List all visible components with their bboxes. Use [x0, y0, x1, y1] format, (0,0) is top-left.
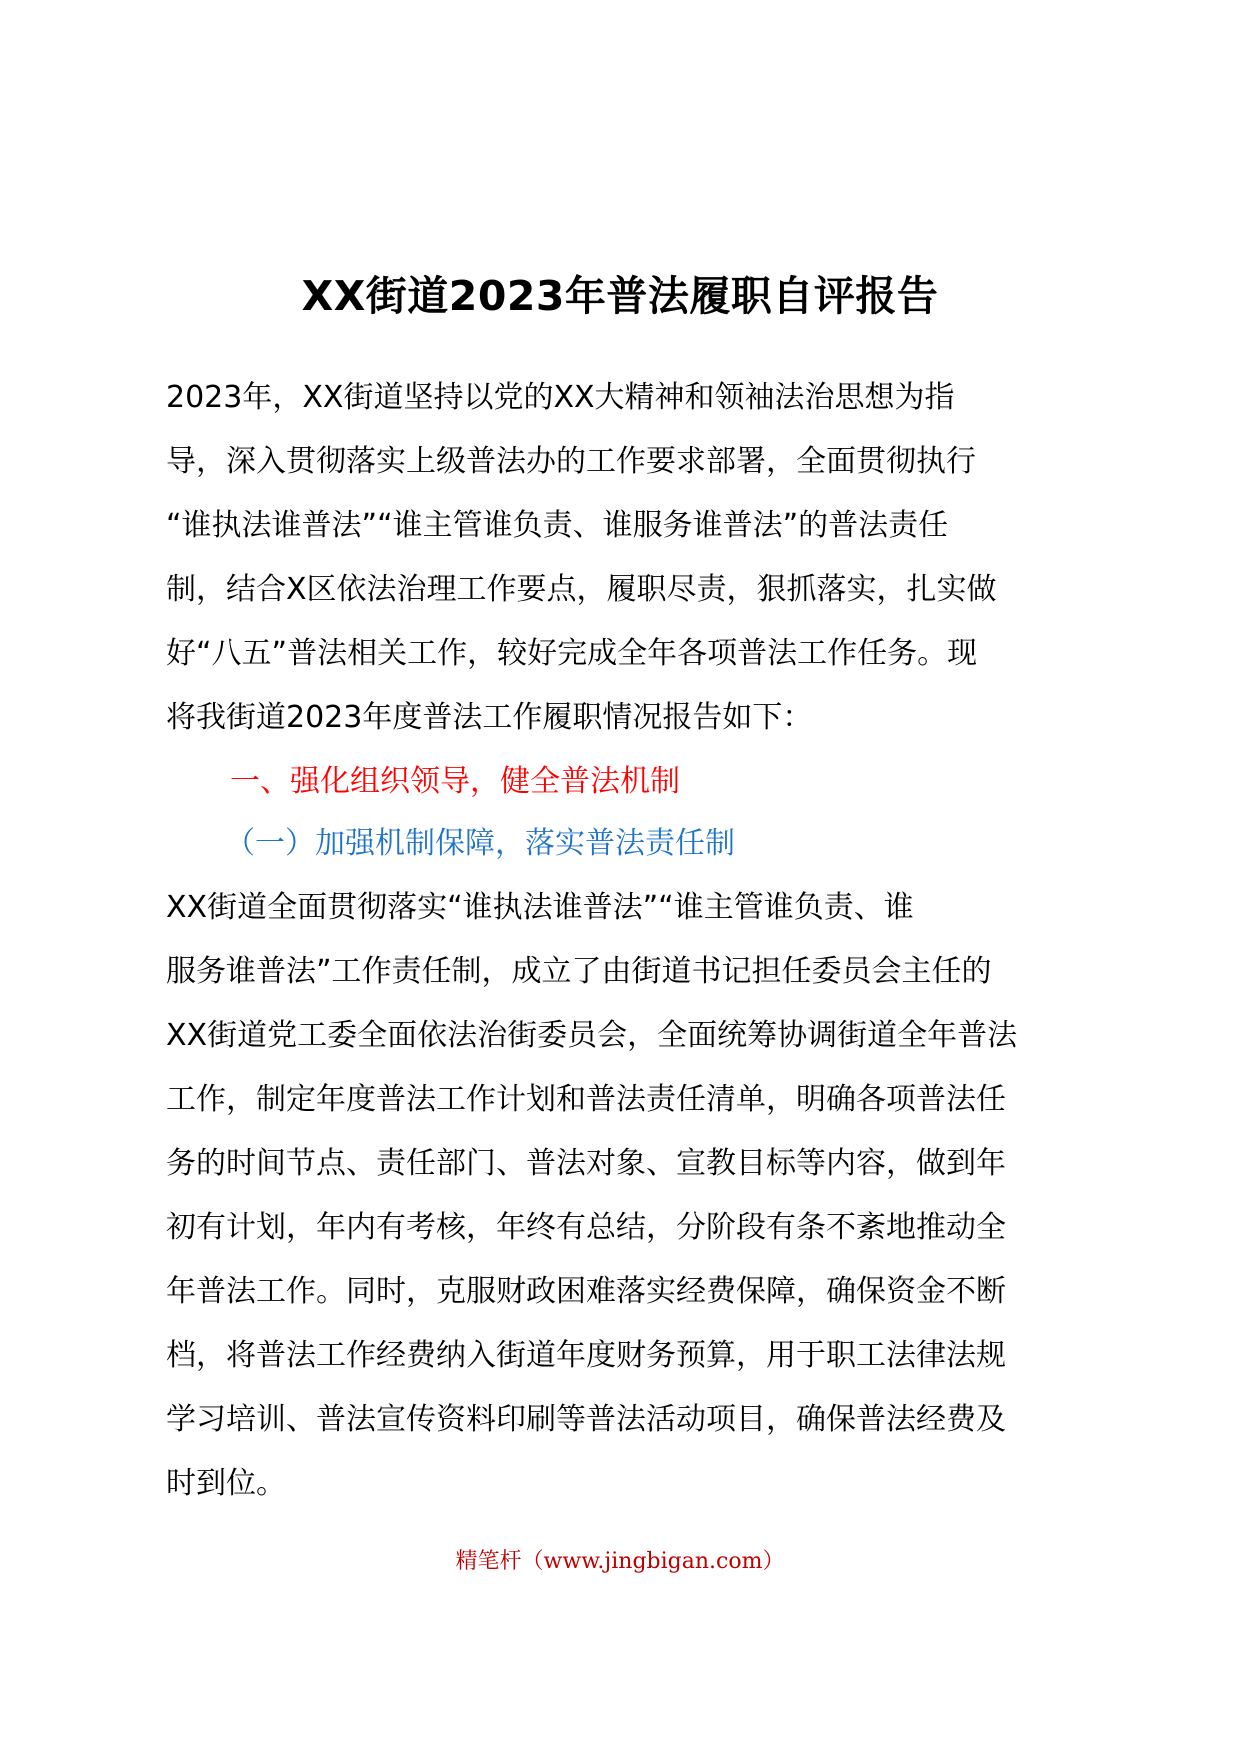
paragraph-line: 年普法工作。同时，克服财政困难落实经费保障，确保资金不断: [166, 1274, 1006, 1309]
paragraph-line: XX街道党工委全面依法治街委员会，全面统筹协调街道全年普法: [166, 1018, 1018, 1053]
paragraph-line: 时到位。: [166, 1466, 286, 1501]
paragraph-line: 2023年，XX街道坚持以党的XX大精神和领袖法治思想为指: [166, 380, 955, 415]
paragraph-line: XX街道全面贯彻落实“谁执法谁普法”“谁主管谁负责、谁: [166, 890, 914, 925]
paragraph-line: 服务谁普法”工作责任制，成立了由街道书记担任委员会主任的: [166, 954, 992, 989]
paragraph-line: 务的时间节点、责任部门、普法对象、宣教目标等内容，做到年: [166, 1146, 1006, 1181]
paragraph-line: 初有计划，年内有考核，年终有总结，分阶段有条不紊地推动全: [166, 1210, 1006, 1245]
paragraph-line: 好“八五”普法相关工作，较好完成全年各项普法工作任务。现: [166, 636, 978, 671]
section-heading: 一、强化组织领导，健全普法机制: [230, 764, 680, 799]
paragraph-line: 将我街道2023年度普法工作履职情况报告如下：: [166, 700, 813, 735]
paragraph-line: 制，结合X区依法治理工作要点，履职尽责，狠抓落实，扎实做: [166, 572, 997, 607]
footer-watermark: 精笔杆（www.jingbigan.com）: [455, 1549, 785, 1574]
paragraph-line: 学习培训、普法宣传资料印刷等普法活动项目，确保普法经费及: [166, 1402, 1006, 1437]
paragraph-line: 工作，制定年度普法工作计划和普法责任清单，明确各项普法任: [166, 1082, 1006, 1117]
paragraph-line: 导，深入贯彻落实上级普法办的工作要求部署，全面贯彻执行: [166, 444, 976, 479]
paragraph-line: 档，将普法工作经费纳入街道年度财务预算，用于职工法律法规: [166, 1338, 1006, 1373]
body-paragraph: [166, 876, 1114, 1516]
intro-paragraph: [166, 366, 1114, 750]
paragraph-line: “谁执法谁普法”“谁主管谁负责、谁服务谁普法”的普法责任: [166, 508, 949, 543]
subsection-heading: （一）加强机制保障，落实普法责任制: [225, 826, 735, 861]
document-title: XX街道2023年普法履职自评报告: [301, 272, 939, 320]
